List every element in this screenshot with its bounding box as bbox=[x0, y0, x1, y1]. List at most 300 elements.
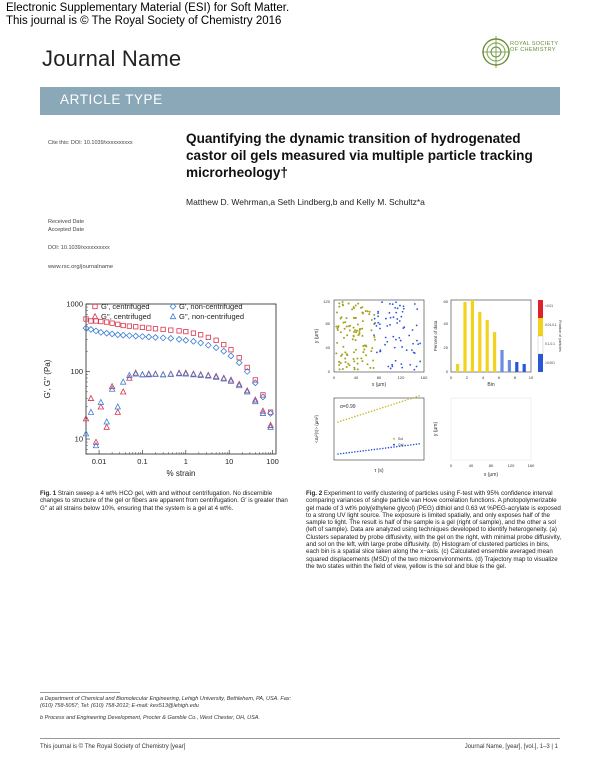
pc-sol-point bbox=[410, 398, 412, 400]
pc-gel-point bbox=[413, 444, 415, 446]
pa-point bbox=[411, 349, 413, 351]
pa-point bbox=[358, 333, 360, 335]
esi-line-2: This journal is © The Royal Society of Chemistry 2016 bbox=[6, 15, 282, 27]
series-0-point bbox=[222, 342, 226, 346]
figure-1 bbox=[40, 296, 290, 481]
pa-point bbox=[396, 322, 398, 324]
pa-point bbox=[376, 325, 378, 327]
pc-sol-point bbox=[402, 401, 404, 403]
pa-ytick-0: 0 bbox=[327, 369, 330, 374]
series-0-point bbox=[121, 323, 125, 327]
series-3-point bbox=[121, 379, 126, 384]
pc-gel-point bbox=[416, 443, 418, 445]
y-tick-label-2: 1000 bbox=[66, 299, 83, 309]
esi-line-1: Electronic Supplementary Material (ESI) for Soft Matter. bbox=[6, 2, 290, 14]
pc-gel-point bbox=[357, 451, 359, 453]
pa-point bbox=[361, 328, 363, 330]
pa-point bbox=[346, 325, 348, 327]
series-2-point bbox=[213, 345, 219, 351]
series-2-point bbox=[153, 335, 159, 341]
pb-bar bbox=[500, 350, 503, 372]
logo-line-1: ROYAL SOCIETY bbox=[510, 41, 559, 47]
pa-point bbox=[400, 363, 402, 365]
series-1-point bbox=[115, 409, 120, 414]
pa-point bbox=[336, 327, 338, 329]
pa-point bbox=[373, 314, 375, 316]
pa-point bbox=[364, 344, 366, 346]
pa-point bbox=[340, 362, 342, 364]
pc-gel-point bbox=[371, 449, 373, 451]
series-2-point bbox=[109, 331, 115, 337]
pa-point bbox=[372, 360, 374, 362]
legend-label-3: G'', non-centrifuged bbox=[179, 312, 244, 321]
pa-point bbox=[344, 321, 346, 323]
pa-point bbox=[355, 305, 357, 307]
series-3-point bbox=[140, 372, 145, 377]
pc-sol-point bbox=[393, 403, 395, 405]
panel-d-ylabel: y (μm) bbox=[433, 421, 439, 437]
pc-legend-gel-marker bbox=[393, 444, 395, 446]
article-type-band bbox=[40, 87, 560, 115]
pc-sol-point bbox=[354, 416, 356, 418]
series-0-point bbox=[153, 327, 157, 331]
legend-marker-3 bbox=[170, 314, 175, 319]
pc-sol-point bbox=[376, 409, 378, 411]
pc-sol-point bbox=[337, 421, 339, 423]
colorbar bbox=[538, 300, 562, 372]
pc-gel-point bbox=[351, 451, 353, 453]
series-2-point bbox=[183, 337, 189, 343]
series-0-point bbox=[237, 356, 241, 360]
pa-point bbox=[351, 308, 353, 310]
pa-point bbox=[400, 316, 402, 318]
footer-rule bbox=[40, 738, 560, 739]
x-tick-label-1: 0.1 bbox=[137, 457, 148, 466]
pa-point bbox=[353, 331, 355, 333]
pa-point bbox=[369, 311, 371, 313]
pa-point bbox=[353, 360, 355, 362]
pc-sol-point bbox=[340, 420, 342, 422]
pa-point bbox=[370, 329, 372, 331]
pa-point bbox=[357, 363, 359, 365]
pa-point bbox=[395, 301, 397, 303]
legend-marker-2 bbox=[170, 304, 176, 310]
panel-c-legend-gel: Gel bbox=[398, 443, 404, 447]
pa-point bbox=[386, 341, 388, 343]
pa-point bbox=[362, 320, 364, 322]
pa-point bbox=[348, 302, 350, 304]
pa-point bbox=[360, 357, 362, 359]
pa-point bbox=[377, 322, 379, 324]
legend-label-2: G', non-centrifuged bbox=[179, 302, 243, 311]
pc-gel-point bbox=[404, 445, 406, 447]
pa-point bbox=[338, 302, 340, 304]
pa-point bbox=[355, 331, 357, 333]
series-0-point bbox=[94, 319, 98, 323]
logo-line-2: OF CHEMISTRY bbox=[510, 47, 556, 53]
series-2-point bbox=[140, 334, 146, 340]
pa-xtick-1: 40 bbox=[353, 375, 359, 380]
strain-sweep-chart bbox=[40, 296, 290, 481]
series-2-point bbox=[127, 333, 133, 339]
pa-point bbox=[361, 360, 363, 362]
pa-point bbox=[379, 328, 381, 330]
pa-point bbox=[384, 344, 386, 346]
pa-point bbox=[353, 351, 355, 353]
pa-point bbox=[414, 352, 416, 354]
pa-point bbox=[385, 318, 387, 320]
pa-point bbox=[386, 325, 388, 327]
pa-point bbox=[416, 366, 418, 368]
series-0-point bbox=[184, 329, 188, 333]
pc-sol-point bbox=[360, 414, 362, 416]
pa-point bbox=[360, 307, 362, 309]
pa-point bbox=[399, 320, 401, 322]
pa-point bbox=[357, 323, 359, 325]
pa-point bbox=[352, 338, 354, 340]
y-tick-label-1: 100 bbox=[70, 367, 83, 377]
panel-a-xlabel: x (μm) bbox=[371, 382, 387, 388]
cite-this: Cite this: DOI: 10.1039/xxxxxxxxxx bbox=[48, 140, 133, 146]
pb-xtick-2: 4 bbox=[481, 375, 485, 380]
pa-point bbox=[391, 364, 393, 366]
pa-point bbox=[368, 313, 370, 315]
pa-point bbox=[377, 315, 379, 317]
pc-sol-point bbox=[416, 396, 418, 398]
pa-point bbox=[344, 328, 346, 330]
pa-point bbox=[373, 367, 375, 369]
pa-point bbox=[416, 325, 418, 327]
pb-ytick-1: 20 bbox=[443, 345, 448, 350]
pa-ytick-1: 40 bbox=[325, 345, 330, 350]
pa-point bbox=[359, 328, 361, 330]
pc-sol-point bbox=[388, 405, 390, 407]
pa-xtick-4: 160 bbox=[420, 375, 428, 380]
pa-point bbox=[400, 340, 402, 342]
pa-point bbox=[396, 318, 398, 320]
legend-label-1: G'', centrifuged bbox=[101, 312, 151, 321]
pa-point bbox=[401, 367, 403, 369]
pc-gel-point bbox=[365, 450, 367, 452]
pa-point bbox=[412, 329, 414, 331]
pa-point bbox=[416, 308, 418, 310]
pa-point bbox=[413, 369, 415, 371]
panel-d-trajectory bbox=[433, 398, 535, 478]
pc-gel-point bbox=[374, 449, 376, 451]
pa-point bbox=[392, 336, 394, 338]
pc-sol-point bbox=[365, 412, 367, 414]
pc-gel-point bbox=[337, 453, 339, 455]
pa-point bbox=[376, 352, 378, 354]
pa-point bbox=[389, 324, 391, 326]
pa-point bbox=[344, 351, 346, 353]
pb-ytick-3: 60 bbox=[443, 299, 448, 304]
y-axis-label: G', G'' (Pa) bbox=[43, 359, 52, 399]
pa-point bbox=[395, 360, 397, 362]
panel-d-xlabel: x (μm) bbox=[483, 472, 499, 478]
article-type: ARTICLE TYPE bbox=[60, 92, 163, 107]
rsc-logo bbox=[480, 24, 560, 84]
pa-point bbox=[355, 349, 357, 351]
legend-label-0: G', centrifuged bbox=[101, 302, 150, 311]
pa-point bbox=[395, 339, 397, 341]
series-0-point bbox=[161, 327, 165, 331]
pa-point bbox=[336, 342, 338, 344]
pa-point bbox=[374, 339, 376, 341]
panel-b-xlabel: Bin bbox=[487, 382, 495, 388]
footer-left: This journal is © The Royal Society of Chemistry [year] bbox=[40, 744, 186, 750]
pa-point bbox=[354, 317, 356, 319]
pb-bar bbox=[523, 364, 526, 372]
pc-sol-point bbox=[343, 419, 345, 421]
series-2-point bbox=[120, 332, 126, 338]
pc-gel-point bbox=[390, 447, 392, 449]
pc-sol-point bbox=[418, 395, 420, 397]
pa-point bbox=[408, 335, 410, 337]
pa-point bbox=[403, 305, 405, 307]
pa-point bbox=[367, 310, 369, 312]
series-0-point bbox=[140, 325, 144, 329]
figure-1-caption bbox=[40, 490, 292, 512]
pa-point bbox=[338, 364, 340, 366]
series-2-point bbox=[198, 340, 204, 346]
pa-point bbox=[394, 307, 396, 309]
pa-point bbox=[343, 337, 345, 339]
x-tick-label-4: 100 bbox=[266, 457, 279, 466]
pa-point bbox=[370, 350, 372, 352]
series-2-point bbox=[146, 334, 152, 340]
pc-gel-point bbox=[379, 448, 381, 450]
pc-sol-point bbox=[371, 410, 373, 412]
pc-sol-point bbox=[351, 417, 353, 419]
cb-tick-3: >0.001 bbox=[545, 361, 555, 365]
pa-point bbox=[381, 301, 383, 303]
pa-point bbox=[353, 327, 355, 329]
pa-point bbox=[344, 357, 346, 359]
pc-gel-point bbox=[348, 452, 350, 454]
series-1-point bbox=[121, 389, 126, 394]
fig2-label: Fig. 2 bbox=[306, 490, 323, 497]
pc-gel-point bbox=[360, 450, 362, 452]
pc-legend-sol-marker bbox=[393, 438, 395, 440]
footer-right: Journal Name, [year], [vol.], 1–3 | 1 bbox=[464, 744, 558, 750]
series-3-point bbox=[115, 404, 120, 409]
series-2-point bbox=[115, 332, 121, 338]
figure-2-caption bbox=[306, 490, 562, 570]
panel-a-ylabel: y (μm) bbox=[314, 328, 320, 344]
plot-frame bbox=[86, 304, 276, 454]
pa-point bbox=[387, 366, 389, 368]
pa-point bbox=[389, 303, 391, 305]
pc-sol-point bbox=[374, 410, 376, 412]
pa-point bbox=[365, 354, 367, 356]
pa-point bbox=[346, 317, 348, 319]
pa-point bbox=[354, 368, 356, 370]
series-3-point bbox=[104, 419, 109, 424]
panel-c-annotation: α=0.99 bbox=[340, 404, 356, 410]
pa-point bbox=[390, 368, 392, 370]
fig1-caption-text: Strain sweep a 4 wt% HCO gel, with and without centrifugation. No discernible changes to structure of the gel or fibers are apparent from centrifugation. G' is greater than G'' at all strains below 10%, ensuring that the system is a gel at 4 wt%. bbox=[40, 490, 288, 512]
cb-title: Fraction of particles bbox=[558, 320, 562, 352]
pa-point bbox=[353, 358, 355, 360]
x-tick-label-2: 1 bbox=[183, 457, 188, 466]
rsc-logo-icon bbox=[480, 24, 560, 84]
series-0-point bbox=[110, 321, 114, 325]
series-3-point bbox=[88, 409, 93, 414]
pa-point bbox=[391, 365, 393, 367]
pc-gel-point bbox=[376, 448, 378, 450]
pb-ytick-0: 0 bbox=[445, 369, 448, 374]
pb-xtick-4: 8 bbox=[513, 375, 517, 380]
pa-point bbox=[369, 367, 371, 369]
pa-point bbox=[353, 306, 355, 308]
pc-gel-point bbox=[368, 449, 370, 451]
series-2-point bbox=[88, 327, 94, 333]
series-0-point bbox=[261, 393, 265, 397]
x-axis-label: % strain bbox=[166, 469, 196, 478]
series-0-point bbox=[116, 322, 120, 326]
series-2-point bbox=[205, 342, 211, 348]
pa-point bbox=[353, 335, 355, 337]
pa-point bbox=[365, 310, 367, 312]
pb-xtick-1: 2 bbox=[465, 375, 469, 380]
panel-c-xlabel: τ (s) bbox=[374, 468, 384, 474]
legend-marker-0 bbox=[93, 304, 97, 308]
pa-point bbox=[419, 361, 421, 363]
pa-point bbox=[358, 331, 360, 333]
journal-name: Journal Name bbox=[42, 46, 182, 71]
pb-bar bbox=[456, 364, 459, 372]
pa-point bbox=[371, 319, 373, 321]
series-1-point bbox=[88, 396, 93, 401]
pc-sol-point bbox=[357, 415, 359, 417]
pa-point bbox=[371, 347, 373, 349]
pa-point bbox=[357, 303, 359, 305]
pa-point bbox=[377, 311, 379, 313]
pc-gel-point bbox=[362, 450, 364, 452]
pc-gel-point bbox=[393, 446, 395, 448]
pa-point bbox=[347, 363, 349, 365]
pa-point bbox=[398, 337, 400, 339]
pa-point bbox=[374, 322, 376, 324]
legend-marker-1 bbox=[92, 314, 97, 319]
series-1-point bbox=[104, 424, 109, 429]
pc-gel-point bbox=[343, 453, 345, 455]
pa-point bbox=[335, 325, 337, 327]
series-3-point bbox=[268, 424, 273, 429]
pd-xtick-2: 80 bbox=[488, 463, 494, 468]
series-0-point bbox=[229, 348, 233, 352]
pc-sol-point bbox=[413, 397, 415, 399]
pc-sol-point bbox=[382, 407, 384, 409]
pa-point bbox=[342, 346, 344, 348]
rsc-logo-text bbox=[510, 41, 560, 53]
pa-point bbox=[412, 343, 414, 345]
pa-point bbox=[403, 326, 405, 328]
series-0-point bbox=[127, 324, 131, 328]
pb-bar bbox=[493, 332, 496, 372]
pa-point bbox=[373, 334, 375, 336]
series-2-point bbox=[236, 360, 242, 366]
pa-point bbox=[406, 349, 408, 351]
pc-gel-point bbox=[418, 443, 420, 445]
pc-gel-point bbox=[354, 451, 356, 453]
pc-sol-point bbox=[379, 408, 381, 410]
series-0-point bbox=[191, 331, 195, 335]
pc-gel-point bbox=[382, 448, 384, 450]
x-tick-label-0: 0.01 bbox=[91, 457, 107, 466]
series-2-point bbox=[191, 338, 197, 344]
panel-c-ylabel: <Δr²(τ)> (μm²) bbox=[314, 414, 319, 444]
series-2-point bbox=[176, 336, 182, 342]
footnote-b: b Process and Engineering Development, Procter & Gamble Co., West Chester, OH, USA. bbox=[40, 715, 260, 721]
series-2-point bbox=[168, 335, 174, 341]
pc-gel-point bbox=[346, 452, 348, 454]
pd-xtick-4: 160 bbox=[527, 463, 535, 468]
pa-point bbox=[342, 304, 344, 306]
series-0-point bbox=[169, 328, 173, 332]
article-authors: Matthew D. Wehrman,a Seth Lindberg,b and Kelly M. Schultz*a bbox=[186, 197, 425, 207]
footnote-a: a Department of Chemical and Biomolecular Engineering, Lehigh University, Bethlehem, PA, USA. Fax: (610) 758-5057; Tel: (610) 758-2012; E-mail: kes513@lehigh.edu bbox=[40, 696, 292, 709]
accepted-date: Accepted Date bbox=[48, 227, 85, 233]
esi-header bbox=[6, 2, 289, 28]
pb-ytick-2: 40 bbox=[443, 321, 448, 326]
pa-xtick-2: 80 bbox=[376, 375, 382, 380]
series-0-point bbox=[177, 329, 181, 333]
pb-bar bbox=[515, 362, 518, 372]
pa-ytick-3: 120 bbox=[323, 299, 330, 304]
pa-point bbox=[366, 363, 368, 365]
journal-url: www.rsc.org/journalname bbox=[48, 264, 114, 270]
pa-point bbox=[374, 318, 376, 320]
pa-point bbox=[399, 305, 401, 307]
fig2-caption-text: Experiment to verify clustering of particles using F-test with 95% confidence interval comparing variances of single particle van Hove correlation functions. A photopolymerizable gel made of 3 wt% poly(ethylene glycol) (PEG) dithiol and 0.63 wt %PEG-acrylate is exposed to a strong UV light source. The exposure is limited spatially, and only exposes half of the sample to light. The result is half of the sample is a gel (right of sample), and the other a sol (left of sample). Data are analyzed using techniques developed to identify heterogeneity. (a) Clusters separated by probe diffusivity, with the gel on the right, with minimal probe diffusivity, and sol on the left, with large probe diffusivity. (b) Histogram of clustered particles in bins, each bin is a spatial slice taken along the x−axis. (c) Calculated ensemble averaged mean squared displacements (MSD) of the two microenvironments. (d) Trajectory map to visualize the two states within the field of view, yellow is the sol and blue is the gel. bbox=[306, 490, 562, 570]
pb-bar bbox=[508, 360, 511, 372]
pd-xtick-0: 0 bbox=[449, 463, 453, 468]
pa-ytick-2: 80 bbox=[325, 321, 330, 326]
pc-gel-point bbox=[410, 444, 412, 446]
pa-point bbox=[390, 317, 392, 319]
series-0-point bbox=[206, 335, 210, 339]
pb-xtick-0: 0 bbox=[449, 375, 453, 380]
pa-xtick-0: 0 bbox=[332, 375, 336, 380]
series-2-point bbox=[228, 353, 234, 359]
panel-b-ylabel: Percent of data bbox=[433, 320, 438, 352]
pb-bar bbox=[471, 300, 474, 372]
panel-c-msd bbox=[314, 395, 424, 474]
pc-gel-point bbox=[385, 447, 387, 449]
series-0-point bbox=[134, 325, 138, 329]
pa-xtick-3: 120 bbox=[397, 375, 405, 380]
series-2-point bbox=[133, 333, 139, 339]
pa-point bbox=[336, 312, 338, 314]
pa-point bbox=[362, 312, 364, 314]
pa-point bbox=[340, 331, 342, 333]
pc-gel-point bbox=[407, 444, 409, 446]
pc-sol-point bbox=[396, 402, 398, 404]
pd-xtick-3: 120 bbox=[507, 463, 515, 468]
pd-xtick-1: 40 bbox=[468, 463, 474, 468]
pa-point bbox=[342, 368, 344, 370]
series-0-point bbox=[214, 338, 218, 342]
pa-point bbox=[348, 325, 350, 327]
received-date: Received Date bbox=[48, 219, 85, 225]
pa-point bbox=[346, 353, 348, 355]
pc-sol-point bbox=[368, 411, 370, 413]
pc-sol-point bbox=[362, 413, 364, 415]
pa-point bbox=[342, 322, 344, 324]
pb-xtick-5: 10 bbox=[528, 375, 534, 380]
